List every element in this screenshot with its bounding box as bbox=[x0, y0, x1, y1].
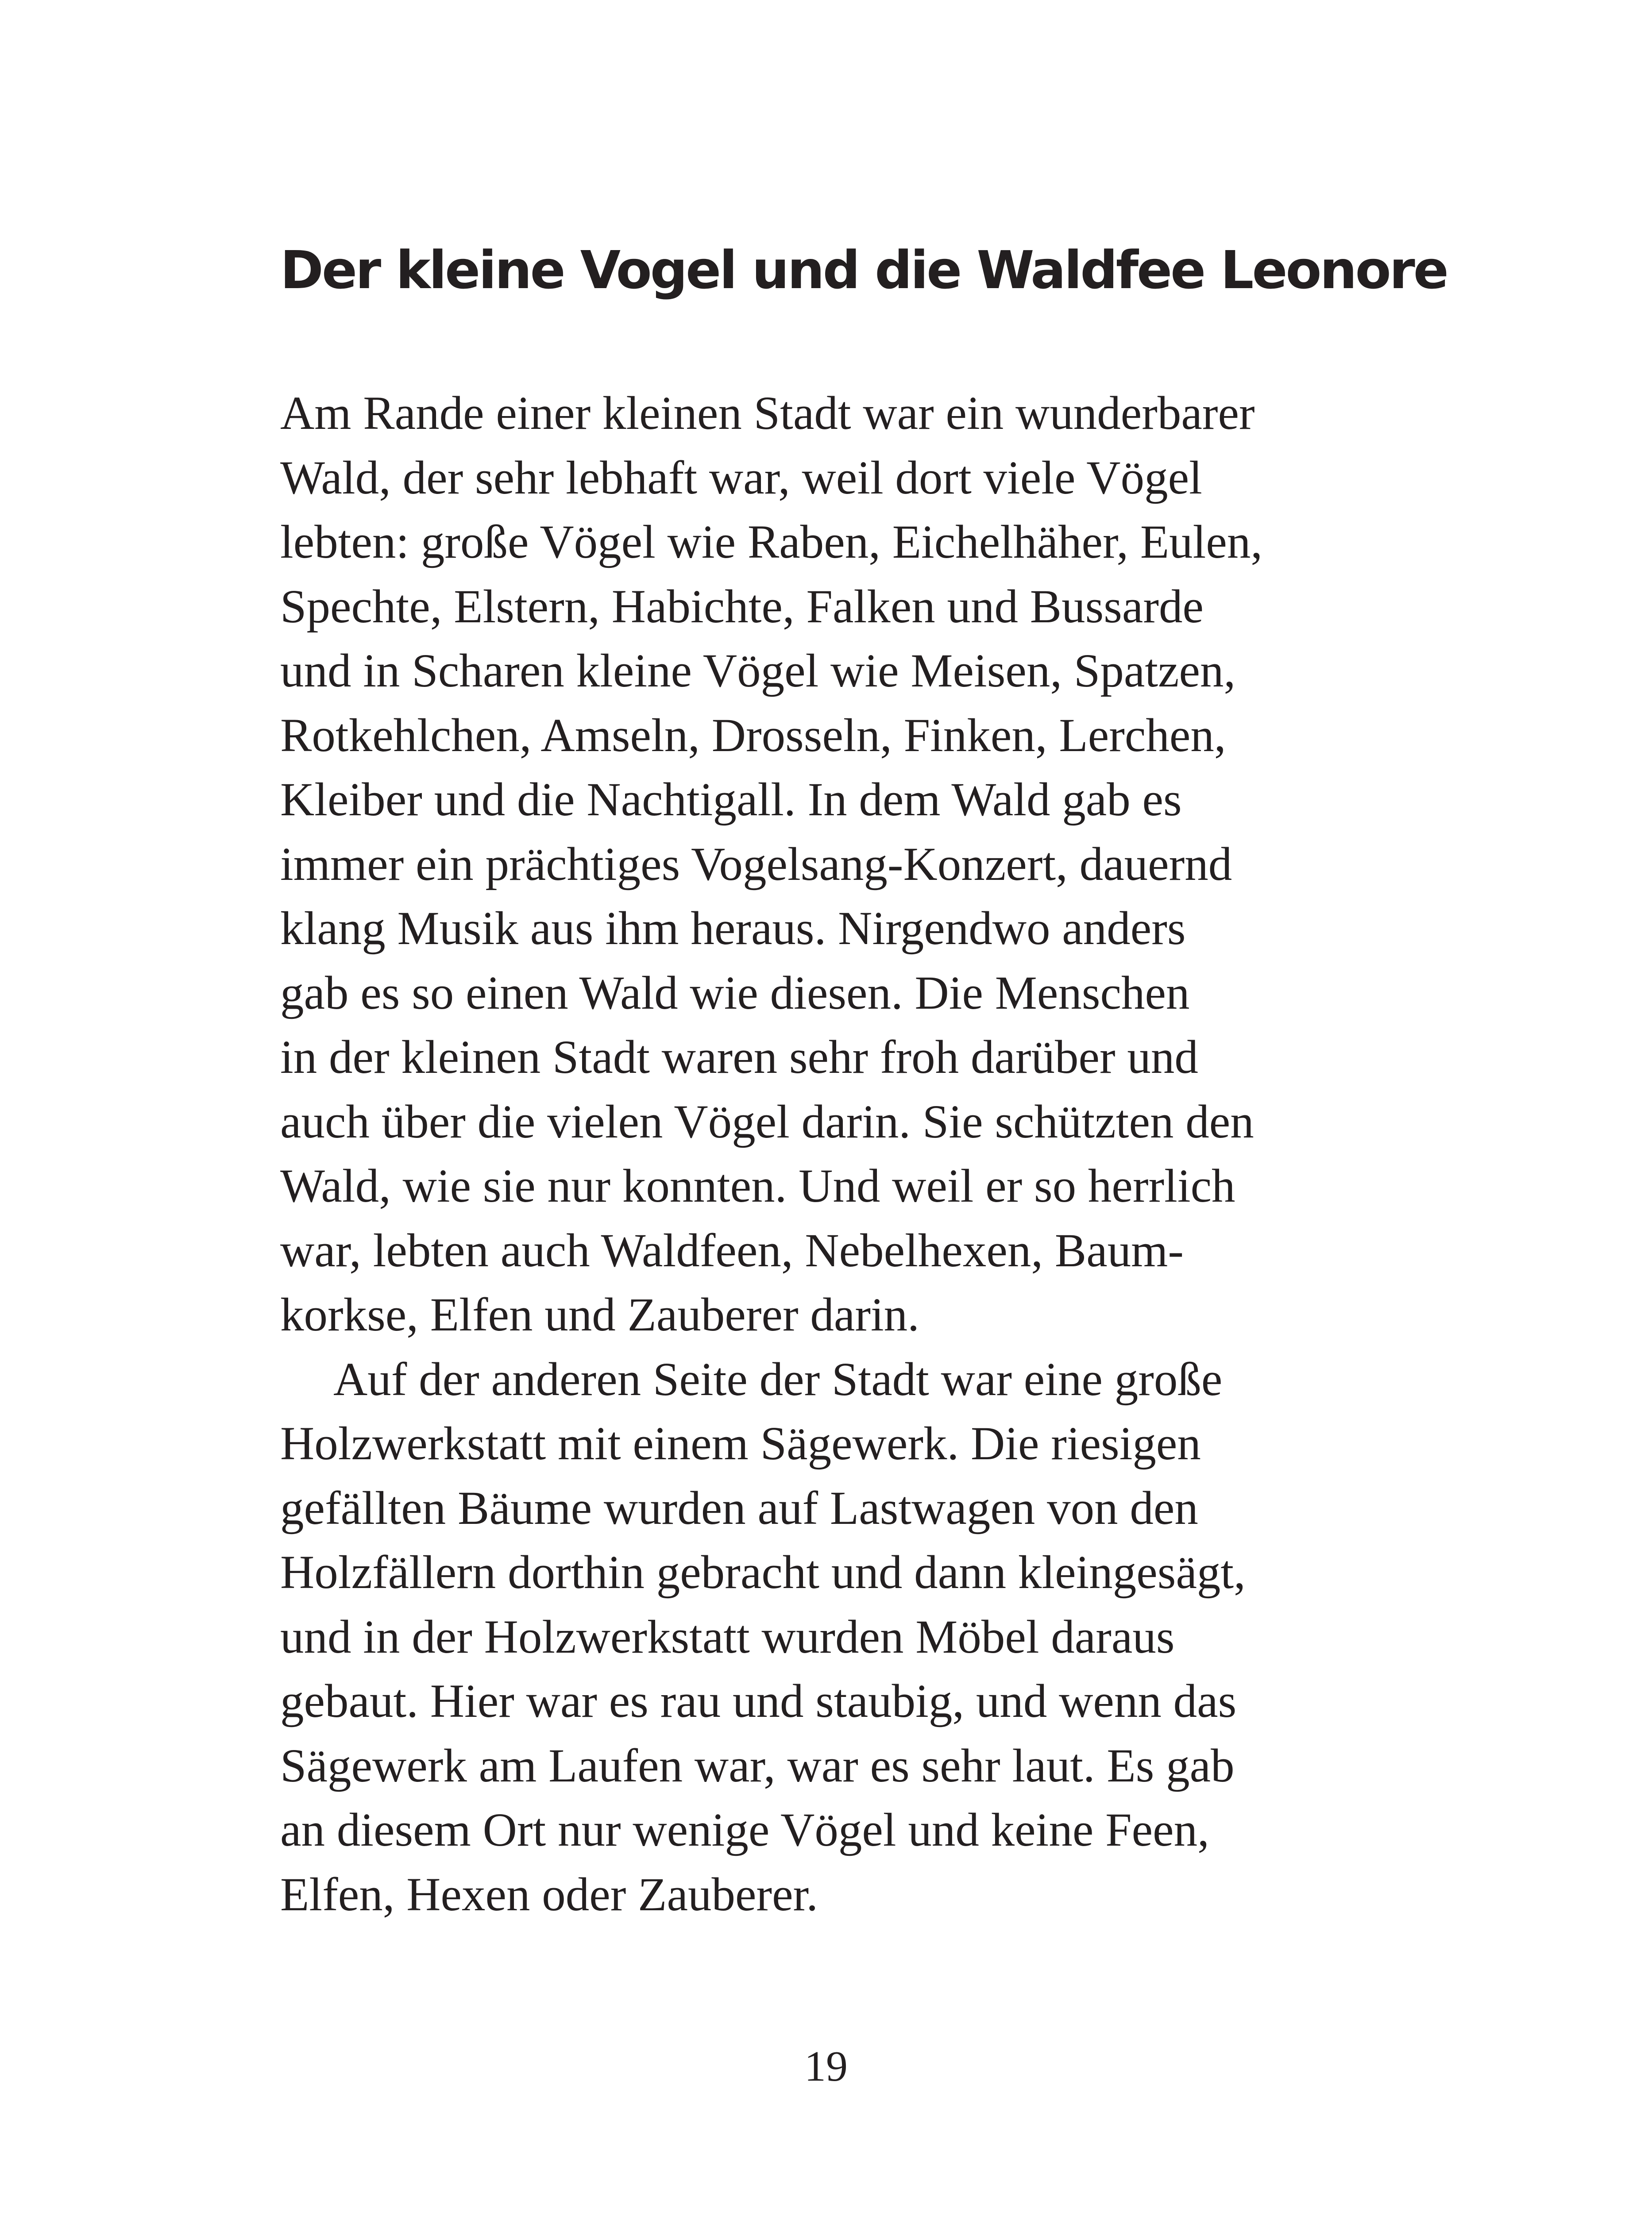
paragraph-1 bbox=[280, 382, 1378, 1348]
text-line: immer ein prächtiges Vogelsang-Konzert, dauernd bbox=[280, 838, 1232, 891]
text-line: gefällten Bäume wurden auf Lastwagen von den bbox=[280, 1482, 1198, 1534]
text-line: Holzwerkstatt mit einem Sägewerk. Die riesigen bbox=[280, 1418, 1201, 1470]
text-line: gebaut. Hier war es rau und staubig, und wenn das bbox=[280, 1675, 1237, 1727]
text-line: auch über die vielen Vögel darin. Sie schützten den bbox=[280, 1095, 1254, 1148]
text-line: Am Rande einer kleinen Stadt war ein wunderbarer bbox=[280, 387, 1255, 440]
text-line: und in der Holzwerkstatt wurden Möbel daraus bbox=[280, 1611, 1175, 1663]
chapter-title: Der kleine Vogel und die Waldfee Leonore bbox=[280, 239, 1447, 301]
text-line: klang Musik aus ihm heraus. Nirgendwo anders bbox=[280, 902, 1186, 955]
text-line: Sägewerk am Laufen war, war es sehr laut. Es gab bbox=[280, 1739, 1235, 1792]
text-line: Wald, wie sie nur konnten. Und weil er so herrlich bbox=[280, 1160, 1235, 1212]
text-line: korkse, Elfen und Zauberer darin. bbox=[280, 1289, 919, 1341]
text-line: Elfen, Hexen oder Zauberer. bbox=[280, 1868, 818, 1921]
text-line: an diesem Ort nur wenige Vögel und keine Feen, bbox=[280, 1804, 1209, 1856]
page-number: 19 bbox=[804, 2043, 848, 2090]
text-line: Kleiber und die Nachtigall. In dem Wald gab es bbox=[280, 774, 1182, 826]
text-line: und in Scharen kleine Vögel wie Meisen, Spatzen, bbox=[280, 645, 1236, 697]
text-line: lebten: große Vögel wie Raben, Eichelhäher, Eulen, bbox=[280, 516, 1263, 568]
text-line: in der kleinen Stadt waren sehr froh darüber und bbox=[280, 1031, 1198, 1083]
text-line: war, lebten auch Waldfeen, Nebelhexen, Baum- bbox=[280, 1224, 1184, 1277]
text-line: Rotkehlchen, Amseln, Drosseln, Finken, Lerchen, bbox=[280, 709, 1226, 762]
text-line: gab es so einen Wald wie diesen. Die Menschen bbox=[280, 967, 1190, 1019]
chapter-body bbox=[280, 382, 1378, 1927]
text-line: Holzfällern dorthin gebracht und dann kleingesägt, bbox=[280, 1546, 1246, 1599]
text-line: Wald, der sehr lebhaft war, weil dort viele Vögel bbox=[280, 451, 1202, 504]
text-line: Spechte, Elstern, Habichte, Falken und Bussarde bbox=[280, 580, 1204, 633]
text-line: Auf der anderen Seite der Stadt war eine große bbox=[333, 1353, 1223, 1406]
paragraph-2 bbox=[280, 1348, 1378, 1928]
